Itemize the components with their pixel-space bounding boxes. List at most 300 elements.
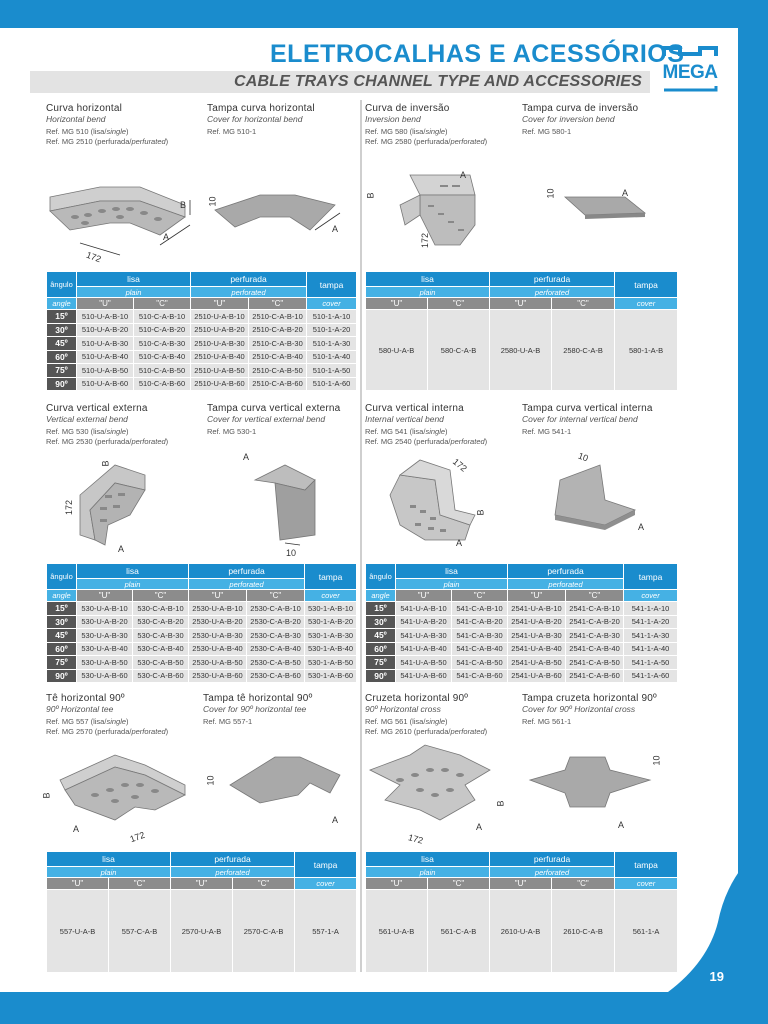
table-cell: cover — [624, 590, 678, 602]
table-cell: perfurada — [508, 564, 624, 579]
table-cell: 541-C-A-B-20 — [452, 615, 508, 629]
horizontal-cross-table — [365, 851, 678, 973]
product-title: Tampa curva vertical externa — [207, 403, 341, 414]
table-cell: 557-U-A-B — [47, 890, 109, 973]
table-row — [47, 310, 357, 324]
table-cell: 2530-C-A-B-60 — [247, 669, 305, 683]
ref-text: Ref. MG 541 (lisa/ — [365, 427, 426, 436]
table-cell: 2530-C-A-B-20 — [247, 615, 305, 629]
product-ref: Ref. MG 541-1 — [522, 427, 572, 436]
ref-text: Ref. MG 2610 (perfurada/ — [365, 727, 451, 736]
table-cell: 30º — [47, 615, 77, 629]
table-cell: angle — [47, 298, 77, 310]
product-ref: Ref. MG 580-1 — [522, 127, 572, 136]
product-inversion-bend-header — [365, 103, 515, 147]
product-horizontal-cross-cover-header — [522, 693, 677, 727]
table-cell: cover — [305, 590, 357, 602]
top-frame-band — [0, 0, 768, 28]
page-title: ELETROCALHAS E ACESSÓRIOS — [270, 40, 685, 68]
table-cell: 580-C-A-B — [428, 310, 490, 391]
table-cell: 2530-U-A-B-30 — [189, 629, 247, 643]
table-cell: 510-C-A-B-10 — [134, 310, 191, 324]
ref-text: Ref. MG 2580 (perfurada/ — [365, 137, 451, 146]
dim-10-label: 10 — [576, 450, 590, 464]
table-cell: 561-1-A — [615, 890, 678, 973]
table-cell: 541-U-A-B-30 — [396, 629, 452, 643]
dim-172-label: 172 — [407, 832, 425, 846]
product-title: Curva vertical externa — [46, 403, 148, 414]
product-ref: Ref. MG 557 (lisa/single) Ref. MG 2570 (perfurada/perforated) — [46, 717, 169, 736]
table-cell: "U" — [490, 878, 552, 890]
dim-a-label: A — [332, 224, 339, 234]
table-cell: "C" — [134, 298, 191, 310]
table-cell: 561-C-A-B — [428, 890, 490, 973]
table-cell: 541-1-A-40 — [624, 642, 678, 656]
table-cell: 510-C-A-B-50 — [134, 364, 191, 378]
table-cell: plain — [47, 867, 171, 878]
table-cell: 510-U-A-B-50 — [77, 364, 134, 378]
ref-text: Ref. MG 510 (lisa/ — [46, 127, 107, 136]
table-cell: 2541-U-A-B-50 — [508, 656, 566, 670]
table-cell: 2530-U-A-B-40 — [189, 642, 247, 656]
horizontal-tee-illustration — [55, 745, 195, 835]
table-cell: 541-1-A-20 — [624, 615, 678, 629]
dim-b-label: B — [180, 200, 187, 210]
dim-10-label: 10 — [545, 188, 556, 199]
table-cell: 541-U-A-B-40 — [396, 642, 452, 656]
product-title-en: Cover for horizontal bend — [207, 114, 303, 124]
table-cell: perforated — [189, 579, 305, 590]
table-cell: perforated — [508, 579, 624, 590]
table-cell: 510-U-A-B-10 — [77, 310, 134, 324]
horizontal-bend-cover-illustration — [205, 185, 355, 245]
table-cell: tampa — [295, 852, 357, 878]
horizontal-bend-table — [46, 271, 357, 391]
table-cell: "U" — [396, 590, 452, 602]
inversion-bend-illustration — [380, 165, 490, 260]
ref-text: Ref. MG 557 (lisa/ — [46, 717, 107, 726]
table-cell: 2530-C-A-B-40 — [247, 642, 305, 656]
table-cell: angle — [366, 590, 396, 602]
dim-a-label: A — [456, 538, 463, 548]
inversion-bend-table — [365, 271, 678, 391]
table-cell: tampa — [615, 272, 678, 298]
table-row — [366, 669, 678, 683]
table-row — [47, 602, 357, 616]
table-cell: 2510-C-A-B-30 — [249, 337, 307, 351]
table-cell: 2510-U-A-B-20 — [191, 323, 249, 337]
product-horizontal-cross-header — [365, 693, 515, 737]
table-cell: 510-C-A-B-30 — [134, 337, 191, 351]
table-row — [366, 629, 678, 643]
table-cell: cover — [615, 298, 678, 310]
table-cell: 2510-U-A-B-40 — [191, 350, 249, 364]
table-cell: 541-C-A-B-40 — [452, 642, 508, 656]
table-cell: 541-C-A-B-50 — [452, 656, 508, 670]
subtitle-bar — [30, 71, 650, 93]
table-cell: lisa — [366, 852, 490, 867]
ref-text: Ref. MG 2540 (perfurada/ — [365, 437, 451, 446]
table-cell: tampa — [307, 272, 357, 298]
table-row — [47, 350, 357, 364]
table-cell: ângulo — [47, 272, 77, 298]
table-cell: 2541-U-A-B-60 — [508, 669, 566, 683]
table-cell: 530-U-A-B-10 — [77, 602, 133, 616]
table-cell: 30º — [47, 323, 77, 337]
table-row — [47, 615, 357, 629]
table-cell: 580-U-A-B — [366, 310, 428, 391]
table-cell: perforated — [191, 287, 307, 298]
table-cell: 2541-C-A-B-10 — [566, 602, 624, 616]
table-cell: 510-C-A-B-60 — [134, 377, 191, 391]
table-cell: "C" — [552, 298, 615, 310]
table-cell: 557-C-A-B — [109, 890, 171, 973]
table-cell: 2510-U-A-B-10 — [191, 310, 249, 324]
ref-text: Ref. MG 530 (lisa/ — [46, 427, 107, 436]
dim-10-label: 10 — [286, 548, 297, 558]
product-ref: Ref. MG 510-1 — [207, 127, 257, 136]
table-cell: 510-C-A-B-20 — [134, 323, 191, 337]
table-cell: 541-1-A-50 — [624, 656, 678, 670]
table-cell: 2510-C-A-B-50 — [249, 364, 307, 378]
table-cell: "U" — [366, 878, 428, 890]
table-cell: 530-C-A-B-20 — [133, 615, 189, 629]
table-cell: 75º — [47, 656, 77, 670]
table-cell: "C" — [109, 878, 171, 890]
product-ref: Ref. MG 557-1 — [203, 717, 253, 726]
table-cell: 510-1-A-20 — [307, 323, 357, 337]
table-cell: 2510-C-A-B-10 — [249, 310, 307, 324]
dim-a-label: A — [622, 188, 629, 198]
table-cell: 530-U-A-B-30 — [77, 629, 133, 643]
table-row — [366, 656, 678, 670]
table-cell: 530-C-A-B-30 — [133, 629, 189, 643]
table-cell: 15º — [366, 602, 396, 616]
table-cell: 2510-C-A-B-20 — [249, 323, 307, 337]
product-title-en: Cover for internal vertical bend — [522, 414, 638, 424]
table-cell: perfurada — [171, 852, 295, 867]
table-cell: 45º — [47, 337, 77, 351]
table-cell: "C" — [233, 878, 295, 890]
product-title: Tampa tê horizontal 90º — [203, 693, 313, 704]
table-cell: 2510-U-A-B-60 — [191, 377, 249, 391]
dim-a-label: A — [618, 820, 625, 830]
product-ref: Ref. MG 561 (lisa/single) Ref. MG 2610 (perfurada/perforated) — [365, 717, 488, 736]
table-cell: 2530-C-A-B-50 — [247, 656, 305, 670]
table-row — [47, 323, 357, 337]
vertical-internal-bend-table — [365, 563, 678, 683]
dim-172-label: 172 — [128, 829, 147, 845]
table-cell: ângulo — [366, 564, 396, 590]
ref-text: single — [106, 717, 127, 726]
table-cell: ângulo — [47, 564, 77, 590]
table-cell: lisa — [396, 564, 508, 579]
table-cell: perforated — [171, 867, 295, 878]
ref-text: perforated — [131, 727, 166, 736]
table-cell: 530-1-A-B-40 — [305, 642, 357, 656]
horizontal-tee-table — [46, 851, 357, 973]
ref-text: Ref. MG 580 (lisa/ — [365, 127, 426, 136]
dim-a-label: A — [638, 522, 645, 532]
dim-172-label: 172 — [64, 499, 75, 516]
table-cell: 541-1-A-10 — [624, 602, 678, 616]
table-cell: 530-U-A-B-50 — [77, 656, 133, 670]
table-cell: plain — [77, 579, 189, 590]
table-cell: 45º — [366, 629, 396, 643]
table-cell: "C" — [552, 878, 615, 890]
table-cell: 60º — [47, 642, 77, 656]
table-cell: 2610-C-A-B — [552, 890, 615, 973]
table-cell: 541-C-A-B-30 — [452, 629, 508, 643]
table-cell: "C" — [428, 878, 490, 890]
product-horizontal-tee-cover-header — [203, 693, 358, 727]
table-cell: 60º — [366, 642, 396, 656]
table-cell: 541-C-A-B-60 — [452, 669, 508, 683]
table-cell: 541-C-A-B-10 — [452, 602, 508, 616]
product-title: Curva vertical interna — [365, 403, 464, 414]
table-cell: 2610-U-A-B — [490, 890, 552, 973]
table-cell: "C" — [566, 590, 624, 602]
table-cell: 557-1-A — [295, 890, 357, 973]
product-title-en: Cover for 90º Horizontal cross — [522, 704, 636, 714]
table-cell: 541-U-A-B-50 — [396, 656, 452, 670]
product-ref: Ref. MG 541 (lisa/single) Ref. MG 2540 (perfurada/perforated) — [365, 427, 488, 446]
table-cell: lisa — [366, 272, 490, 287]
table-cell: 530-1-A-B-30 — [305, 629, 357, 643]
product-title-en: Cover for inversion bend — [522, 114, 615, 124]
table-row — [47, 337, 357, 351]
table-cell: 90º — [47, 377, 77, 391]
dim-b-label: B — [41, 792, 52, 799]
table-cell: 2570-C-A-B — [233, 890, 295, 973]
table-cell: 2510-U-A-B-30 — [191, 337, 249, 351]
dim-a-label: A — [243, 452, 250, 462]
table-cell: cover — [307, 298, 357, 310]
table-cell: angle — [47, 590, 77, 602]
table-cell: 541-U-A-B-10 — [396, 602, 452, 616]
product-vertical-internal-bend-header — [365, 403, 515, 447]
table-cell: 510-U-A-B-60 — [77, 377, 134, 391]
table-cell: 530-U-A-B-40 — [77, 642, 133, 656]
product-title-en: Inversion bend — [365, 114, 421, 124]
table-cell: 510-1-A-10 — [307, 310, 357, 324]
table-cell: "U" — [171, 878, 233, 890]
product-title: Tampa curva de inversão — [522, 103, 639, 114]
table-cell: 510-C-A-B-40 — [134, 350, 191, 364]
product-vertical-external-bend-cover-header — [207, 403, 359, 437]
ref-text: Ref. MG 2510 (perfurada/ — [46, 137, 132, 146]
table-cell: plain — [366, 867, 490, 878]
product-vertical-internal-bend-cover-header — [522, 403, 672, 437]
dim-10-label: 10 — [205, 775, 216, 786]
table-cell: "C" — [247, 590, 305, 602]
table-cell: 530-1-A-B-60 — [305, 669, 357, 683]
table-cell: 530-1-A-B-20 — [305, 615, 357, 629]
table-cell: 530-1-A-B-10 — [305, 602, 357, 616]
table-cell: plain — [396, 579, 508, 590]
table-cell: 580-1-A-B — [615, 310, 678, 391]
table-cell: 2530-U-A-B-20 — [189, 615, 247, 629]
table-cell: 2541-C-A-B-20 — [566, 615, 624, 629]
table-row — [366, 642, 678, 656]
product-title-en: Horizontal bend — [46, 114, 106, 124]
table-cell: 530-C-A-B-60 — [133, 669, 189, 683]
table-cell: 2541-U-A-B-30 — [508, 629, 566, 643]
vertical-internal-bend-illustration — [380, 455, 490, 555]
page-subtitle: CABLE TRAYS CHANNEL TYPE AND ACCESSORIES — [233, 73, 642, 90]
table-row — [366, 310, 678, 391]
table-cell: 2510-C-A-B-60 — [249, 377, 307, 391]
vertical-external-bend-cover-illustration — [240, 455, 340, 555]
table-cell: 2541-C-A-B-50 — [566, 656, 624, 670]
table-cell: "U" — [366, 298, 428, 310]
table-cell: "C" — [249, 298, 307, 310]
dim-a-label: A — [73, 824, 80, 834]
table-row — [366, 602, 678, 616]
inversion-bend-cover-illustration — [545, 185, 655, 230]
dim-b-label: B — [495, 800, 506, 807]
table-cell: 90º — [366, 669, 396, 683]
product-title-en: Cover for 90º horizontal tee — [203, 704, 307, 714]
dim-10-label: 10 — [207, 196, 218, 207]
ref-text: perforated — [450, 437, 485, 446]
table-cell: 2530-C-A-B-30 — [247, 629, 305, 643]
table-row — [47, 656, 357, 670]
table-cell: 541-U-A-B-60 — [396, 669, 452, 683]
table-row — [47, 364, 357, 378]
table-cell: 510-U-A-B-40 — [77, 350, 134, 364]
table-cell: 541-U-A-B-20 — [396, 615, 452, 629]
horizontal-cross-illustration — [365, 740, 495, 835]
product-ref: Ref. MG 510 (lisa/single) Ref. MG 2510 (perfurada/perfurated) — [46, 127, 169, 146]
product-horizontal-tee-header — [46, 693, 196, 737]
product-ref: Ref. MG 561-1 — [522, 717, 572, 726]
table-cell: tampa — [615, 852, 678, 878]
bottom-frame-band — [0, 992, 768, 1024]
table-cell: "C" — [452, 590, 508, 602]
dim-b-label: B — [475, 509, 486, 516]
dim-172-label: 172 — [450, 456, 469, 474]
horizontal-bend-illustration — [40, 175, 200, 265]
table-cell: 2541-C-A-B-60 — [566, 669, 624, 683]
product-title: Tampa curva vertical interna — [522, 403, 653, 414]
table-cell: "U" — [490, 298, 552, 310]
table-row — [366, 890, 678, 973]
table-cell: "C" — [133, 590, 189, 602]
mega-logo — [658, 42, 722, 94]
dim-a-label: A — [332, 815, 339, 825]
table-cell: 530-C-A-B-10 — [133, 602, 189, 616]
table-row — [366, 615, 678, 629]
product-title: Cruzeta horizontal 90º — [365, 693, 469, 704]
table-cell: 541-1-A-30 — [624, 629, 678, 643]
table-cell: 2541-U-A-B-20 — [508, 615, 566, 629]
table-cell: 530-U-A-B-60 — [77, 669, 133, 683]
ref-text: perforated — [450, 137, 485, 146]
table-cell: 2530-U-A-B-60 — [189, 669, 247, 683]
table-cell: 2530-U-A-B-50 — [189, 656, 247, 670]
table-cell: 2541-C-A-B-40 — [566, 642, 624, 656]
table-row — [47, 377, 357, 391]
table-cell: perfurada — [490, 852, 615, 867]
table-cell: 2510-C-A-B-40 — [249, 350, 307, 364]
table-cell: cover — [615, 878, 678, 890]
ref-text: single — [106, 427, 127, 436]
ref-text: single — [106, 127, 127, 136]
table-cell: 90º — [47, 669, 77, 683]
table-cell: perfurada — [490, 272, 615, 287]
table-cell: 510-U-A-B-30 — [77, 337, 134, 351]
table-cell: lisa — [47, 852, 171, 867]
product-title: Tampa curva horizontal — [207, 103, 315, 114]
table-cell: 2510-U-A-B-50 — [191, 364, 249, 378]
table-cell: 30º — [366, 615, 396, 629]
logo-text: MEGA — [662, 62, 718, 83]
product-title: Tê horizontal 90º — [46, 693, 125, 704]
ref-text: Ref. MG 561 (lisa/ — [365, 717, 426, 726]
dim-172-label: 172 — [420, 232, 431, 249]
dim-a-label: A — [460, 170, 467, 180]
table-cell: "U" — [47, 878, 109, 890]
product-inversion-bend-cover-header — [522, 103, 672, 137]
ref-text: Ref. MG 2570 (perfurada/ — [46, 727, 132, 736]
table-cell: 541-1-A-60 — [624, 669, 678, 683]
table-row — [47, 642, 357, 656]
ref-text: single — [425, 427, 446, 436]
product-title-en: 90º Horizontal cross — [365, 704, 441, 714]
table-row — [47, 629, 357, 643]
table-cell: 2580-U-A-B — [490, 310, 552, 391]
table-cell: perforated — [490, 867, 615, 878]
table-cell: "U" — [191, 298, 249, 310]
dim-10-label: 10 — [651, 755, 662, 766]
vertical-external-bend-table — [46, 563, 357, 683]
table-cell: 15º — [47, 602, 77, 616]
table-cell: 2541-C-A-B-30 — [566, 629, 624, 643]
table-cell: perforated — [490, 287, 615, 298]
table-cell: tampa — [305, 564, 357, 590]
table-cell: "U" — [77, 590, 133, 602]
table-row — [47, 890, 357, 973]
product-ref: Ref. MG 530-1 — [207, 427, 257, 436]
table-cell: 510-1-A-30 — [307, 337, 357, 351]
table-cell: 510-1-A-60 — [307, 377, 357, 391]
horizontal-cross-cover-illustration — [520, 745, 660, 825]
table-cell: 530-C-A-B-40 — [133, 642, 189, 656]
table-cell: 561-U-A-B — [366, 890, 428, 973]
product-title: Tampa cruzeta horizontal 90º — [522, 693, 657, 704]
product-title: Curva horizontal — [46, 103, 123, 114]
ref-text: perforated — [131, 437, 166, 446]
dim-a-label: A — [118, 544, 125, 554]
table-cell: 530-U-A-B-20 — [77, 615, 133, 629]
product-vertical-external-bend-header — [46, 403, 196, 447]
dim-a-label: A — [476, 822, 483, 832]
table-cell: "U" — [189, 590, 247, 602]
product-ref: Ref. MG 530 (lisa/single) Ref. MG 2530 (perfurada/perforated) — [46, 427, 169, 446]
table-cell: 60º — [47, 350, 77, 364]
table-cell: 75º — [366, 656, 396, 670]
table-cell: cover — [295, 878, 357, 890]
table-cell: 2530-C-A-B-10 — [247, 602, 305, 616]
table-cell: 530-1-A-B-50 — [305, 656, 357, 670]
ref-text: perfurated — [131, 137, 166, 146]
ref-text: single — [425, 717, 446, 726]
ref-text: single — [425, 127, 446, 136]
table-cell: "C" — [428, 298, 490, 310]
column-divider — [360, 100, 362, 972]
dim-a-label: A — [163, 232, 170, 242]
